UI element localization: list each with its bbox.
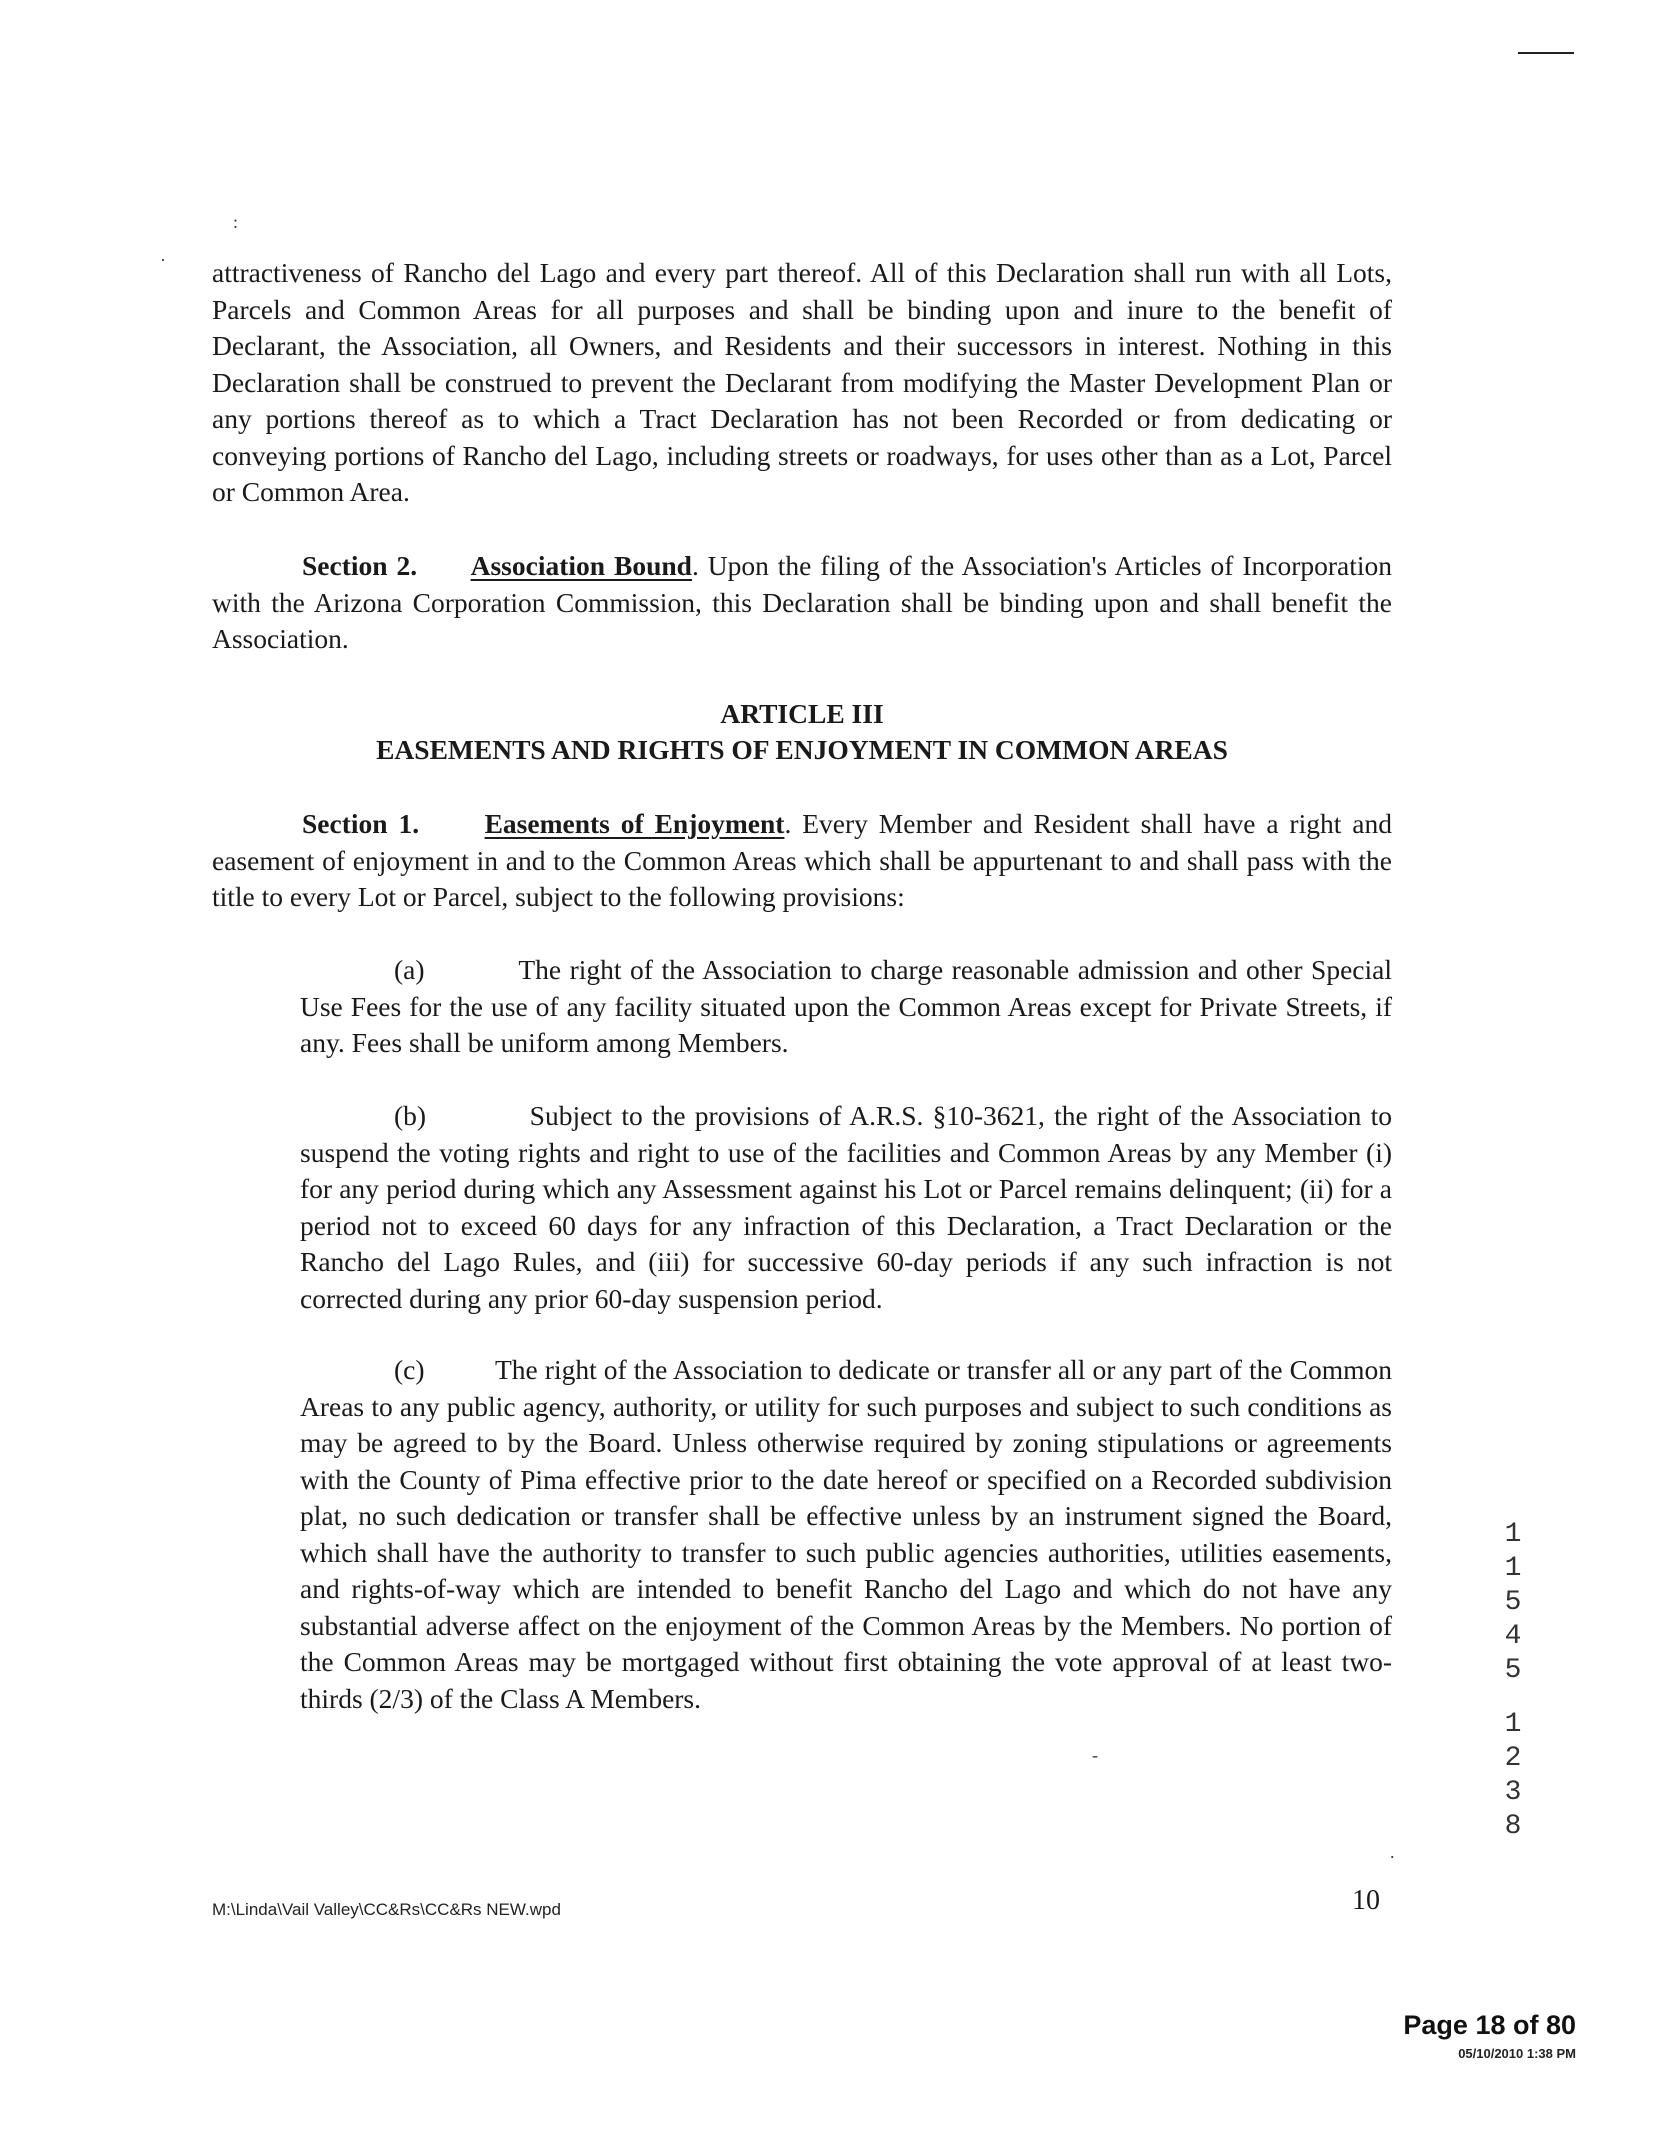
article-number: ARTICLE III <box>720 698 884 729</box>
provision-a-label: (a) <box>394 954 425 985</box>
article-heading <box>212 696 1392 768</box>
stamp-char: 5 <box>1504 1587 1522 1618</box>
provision-b-label: (b) <box>394 1100 427 1131</box>
provision-c-label: (c) <box>394 1354 425 1385</box>
section-2-text: . Upon the filing of the Association's Articles of Incorporation with the Arizona Corporation Commission, this Declaration shall be binding upon and shall benefit the Association. <box>212 550 1392 654</box>
paragraph-text: attractiveness of Rancho del Lago and every part thereof. All of this Declaration shall run with all Lots, Parcels and Common Areas for all purposes and shall be binding upon and inure to the benefit of Declarant, the Association, all Owners, and Residents and their successors in interest. Nothing in this Declaration shall be construed to prevent the Declarant from modifying the Master Development Plan or any portions thereof as to which a Tract Declaration has not been Recorded or from dedicating or conveying portions of Rancho del Lago, including streets or roadways, for uses other than as a Lot, Parcel or Common Area. <box>212 257 1392 507</box>
page-number: 10 <box>1352 1885 1380 1916</box>
footer-file-path: M:\Linda\Vail Valley\CC&Rs\CC&Rs NEW.wpd <box>212 1900 561 1919</box>
provision-c-text: The right of the Association to dedicate or transfer all or any part of the Common Areas to any public agency, authority, or utility for such purposes and subject to such conditions as may be agreed to by the Board. Unless otherwise required by zoning stipulations or agreements with the County of Pima effective prior to the date hereof or specified on a Recorded subdivision plat, no such dedication or transfer shall be effective unless by an instrument signed the Board, which shall have the authority to transfer to such public agencies authorities, utilities easements, and rights-of-way which are intended to benefit Rancho del Lago and which do not have any substantial adverse affect on the enjoyment of the Common Areas by the Members. No portion of the Common Areas may be mortgaged without first obtaining the vote approval of at least two-thirds (2/3) of the Class A Members. <box>300 1354 1393 1714</box>
provision-b-paragraph <box>300 1098 1392 1317</box>
section-2-label: Section 2. <box>302 550 418 581</box>
provision-c <box>300 1352 1392 1717</box>
scan-speck: : <box>233 212 239 232</box>
stamp-char: 8 <box>1504 1811 1522 1842</box>
top-edge-rule <box>1518 52 1574 54</box>
section-1-label: Section 1. <box>302 808 420 839</box>
section-2-title: Association Bound <box>470 550 692 581</box>
recording-number-stamp <box>1498 1518 1528 1844</box>
section-1-text: . Every Member and Resident shall have a right and easement of enjoyment in and to the Common Areas which shall be appurtenant to and shall pass with the title to every Lot or Parcel, subject to the following provisions: <box>212 808 1392 912</box>
page-count-label: Page 18 of 80 <box>1403 2010 1576 2040</box>
section-2-paragraph <box>212 548 1392 658</box>
provision-a <box>300 952 1392 1062</box>
provision-a-paragraph <box>300 952 1392 1062</box>
stamp-gap <box>1498 1688 1528 1708</box>
section-2 <box>212 548 1392 658</box>
print-timestamp: 05/10/2010 1:38 PM <box>1458 2046 1576 2061</box>
stamp-char: 5 <box>1504 1655 1522 1686</box>
provision-b-text: Subject to the provisions of A.R.S. §10-3621, the right of the Association to suspend the voting rights and right to use of the facilities and Common Areas by any Member (i) for any period during which any Assessment against his Lot or Parcel remains delinquent; (ii) for a period not to exceed 60 days for any infraction of this Declaration, a Tract Declaration or the Rancho del Lago Rules, and (iii) for successive 60-day periods if any such infraction is not corrected during any prior 60-day suspension period. <box>300 1100 1393 1314</box>
paragraph-continuation <box>212 255 1392 511</box>
scan-speck: - <box>1092 1745 1098 1765</box>
scan-speck: . <box>1390 1842 1395 1862</box>
stamp-char: 1 <box>1504 1519 1522 1550</box>
section-1-paragraph <box>212 806 1392 916</box>
stamp-char: 1 <box>1504 1709 1522 1740</box>
section-1-title: Easements of Enjoyment <box>484 808 785 839</box>
provision-a-text: The right of the Association to charge reasonable admission and other Special Use Fees for the use of any facility situated upon the Common Areas except for Private Streets, if any. Fees shall be uniform among Members. <box>300 954 1393 1058</box>
scan-speck: · <box>160 250 166 270</box>
article-title: EASEMENTS AND RIGHTS OF ENJOYMENT IN COMMON AREAS <box>376 734 1228 765</box>
stamp-char: 3 <box>1504 1777 1522 1808</box>
stamp-char: 1 <box>1504 1553 1522 1584</box>
provision-c-paragraph <box>300 1352 1392 1717</box>
stamp-char: 4 <box>1504 1621 1522 1652</box>
provision-b <box>300 1098 1392 1317</box>
section-1 <box>212 806 1392 916</box>
stamp-char: 2 <box>1504 1743 1522 1774</box>
